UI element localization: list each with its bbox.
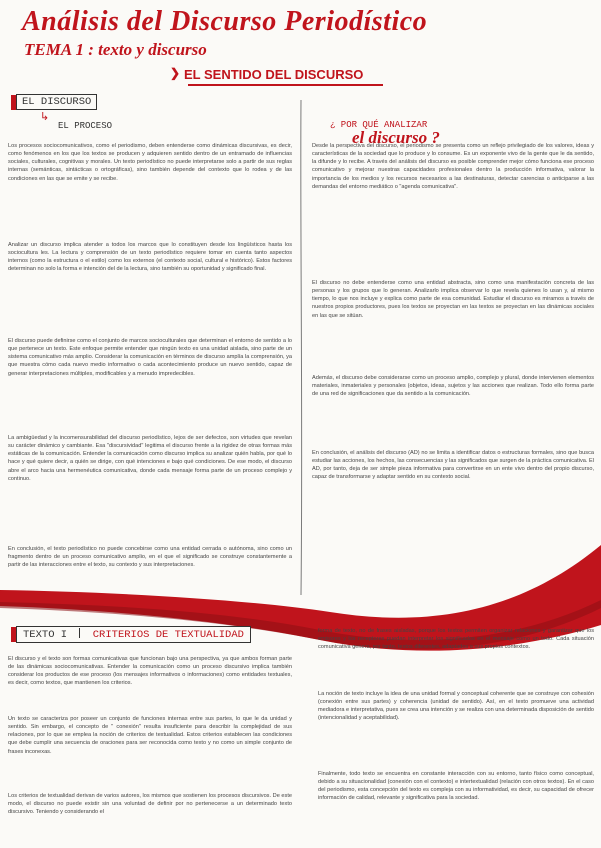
left-paragraph-1: Los procesos sociocomunicativos, como el periodismo, deben entenderse como dinámicas discursivas, es decir, como fenómenos en los que los textos se producen y adquieren sentido dentro de un entramado de influencias sociales, culturales, cognitivas y morales. Un texto periodístico no puede interpretarse solo a partir de sus reglas internas (semánticas, sintácticas o ortográficas), sino también depende del contexto que lo rodea y de las condiciones en las que se emite y se recibe. — [8, 143, 292, 182]
bottom-right-paragraph-3: Finalmente, todo texto se encuentra en constante interacción con su entorno, tanto físico como conceptual, debido a su situacionalidad (conexión con el contexto) e intertextualidad (relación con otros textos). En el caso del periodismo, esta concepción del texto es compleja con su informatividad, es decir, su capacidad de ofrecer información de calidad, relevante y significativa para la sociedad. — [318, 771, 594, 802]
arrow-icon: ↳ — [40, 111, 50, 123]
question-prefix: ¿ POR QUÉ ANALIZAR — [330, 120, 428, 130]
topic-subtitle: TEMA 1 : texto y discurso — [24, 40, 207, 59]
box-label-discurso: EL DISCURSO — [16, 94, 97, 110]
sub-label-proceso: EL PROCESO — [58, 121, 113, 131]
section-arrow-icon: ❯ — [170, 66, 181, 80]
bottom-left-paragraph-3: Los criterios de textualidad derivan de varios autores, los mismos que sostienen los procesos discursivos. De este modo, el discurso no puede existir sin una voluntad de definir por no pertenecerse a un determinado texto discursivo. Teniendo y considerando el — [8, 793, 292, 816]
bottom-right-paragraph-1: forma de texto, no de frases aisladas, porque los textos permiten organizar relaciones y garantizar que los emisores y los receptores puedan interpretar los significados en el mensaje como un todo. Cada situación comunicativa genera, por tanto, textos diferentes, adaptados a sus propios contextos. — [318, 628, 594, 651]
section-heading: EL SENTIDO DEL DISCURSO — [184, 67, 364, 82]
left-paragraph-4: La ambigüedad y la incomensurabilidad del discurso periodístico, lejos de ser defectos, son virtudes que revelan su carácter dinámico y cambiante. Esa "discursividad" legitima el discurso frente a la rigidez de otras formas más estáticas de la comunicación. Entender la comunicación como discurso implica su analizar quién habla, por qué lo hace y qué quiere decir, a quién se dirige, con qué intenciones e bajo qué condiciones. De ese modo, el discurso abre el arco hacia una hermenéutica comunicativa, donde cada mensaje forma parte de un proceso complejo y continuo. — [8, 435, 292, 482]
bottom-right-paragraph-2: La noción de texto incluye la idea de una unidad formal y conceptual coherente que se construye con cohesión (conexión entre sus partes) y coherencia (unidad de sentido). Así, en el texto promueve una actividad mediadora e interpretativa, pues se crea una intención y se realiza con una determinada disposición de sentido (intencionalidad y aceptabilidad). — [318, 691, 594, 722]
right-paragraph-3: Además, el discurso debe considerarse como un proceso amplio, complejo y plural, donde intervienen elementos materiales, inmateriales y personales (objetos, ideas, sujetos y las acciones que realizan. Todo ello forma parte de una red de significaciones que da sentido a la comunicación. — [312, 375, 594, 398]
box-label-texto-number: TEXTO I — [23, 629, 68, 641]
page-title: Análisis del Discurso Periodístico — [22, 6, 428, 37]
right-paragraph-1: Desde la perspectiva del discurso, el periodismo se presenta como un reflejo privilegiado de los valores, ideas y características de la sociedad que lo produce y lo consume. Es un exponente vivo de la gente que le da sentido, la difunde y lo recibe. A través del análisis del discurso es posible comprender mejor cómo funciona ese proceso comunicativo y mejorar nuestras capacidades profesionales dentro la producción informativa, valorar la importancia de los medios y los recursos necesarios a las destinaturas, detectar carencias o anticiparse a las demandas del entorno mediático o "agenda comunicativa". — [312, 143, 594, 190]
left-paragraph-5: En conclusión, el texto periodístico no puede concebirse como una entidad cerrada o autónoma, sino como un fragmento dentro de un proceso comunicativo amplio, en el que el significado se construye constantemente a partir de las interacciones entre el texto, su contexto y sus interpretaciones. — [8, 546, 292, 569]
right-paragraph-4: En conclusión, el análisis del discurso (AD) no se limita a identificar datos o estructuras formales, sino que busca estudiar las acciones, los hechos, las consecuencias y las significados que surgen de la práctica comunicativa. El AD, por tanto, deja de ser simple pieza informativa para convertirse en un ente vivo dentro del propio discurso, capaz de transformarse y adaptar sentido en su contexto social. — [312, 450, 594, 481]
box-label-texto-title: CRITERIOS DE TEXTUALIDAD — [92, 629, 244, 641]
section-underline — [188, 84, 383, 86]
left-paragraph-3: El discurso puede definirse como el conjunto de marcos socioculturales que determinan el entorno de sentido a lo que pertenece un texto. Este enfoque permite entender que ningún texto es una unidad aislada, sino parte de un sistema comunicativo más amplio. Considerar la comunicación en términos de discurso amplía la comprensión, ya que muestra cómo cada nuevo medio informativo o cada acontecimiento produce un nuevo sentido, capaz de generar interpretaciones múltiples, modificables y a menudo impredecibles. — [8, 338, 292, 377]
left-paragraph-2: Analizar un discurso implica atender a todos los marcos que lo constituyen desde los lingüísticos hasta los sociocultura les. La lectura y comprensión de un texto periodístico requiere tomar en cuenta tanto aspectos internos (como la estructura o el estilo) como los externos (el contexto social, cultural e histórico). Estos factores determinan no solo la forma e intención del de la lectura, sino también su oportunidad y significado final. — [8, 242, 292, 273]
bottom-left-paragraph-2: Un texto se caracteriza por poseer un conjunto de funciones internas entre sus partes, lo que le da unidad y sentido. Sin embargo, el concepto de " conexión" resulta insuficiente para describir la complejidad de sus relaciones, por lo que se emplea la noción de criterios de textualidad. Estos criterios establecen las condiciones que debe cumplir una secuencia de oraciones para ser reconocida como texto y no como un simple conjunto de frases inconexas. — [8, 716, 292, 755]
right-paragraph-2: El discurso no debe entenderse como una entidad abstracta, sino como una manifestación concreta de las personas y los grupos que lo generan. Analizarlo implica observar lo que revela quienes lo usan y, al mismo tiempo, lo que nos incluye y explica como parte de esa comunidad. Estudiar el discurso es miramos a través de nuestros propios productores, pues los textos se proyectan en las textos se proyectan en las dinámicas sociales en las que se sitúan. — [312, 280, 594, 319]
bottom-left-paragraph-1: El discurso y el texto son formas comunicativas que funcionan bajo una perspectiva, ya que ambos forman parte de las dinámicas sociocomunicativas. Entender la comunicación como un proceso discursivo implica también considerar los productos de ese proceso (los mensajes informativos o informaciones) como entidades textuales, es decir, como textos, que mantienen los criterios. — [8, 656, 292, 687]
question-main: el discurso ? — [352, 128, 440, 147]
box-label-texto — [16, 626, 251, 643]
